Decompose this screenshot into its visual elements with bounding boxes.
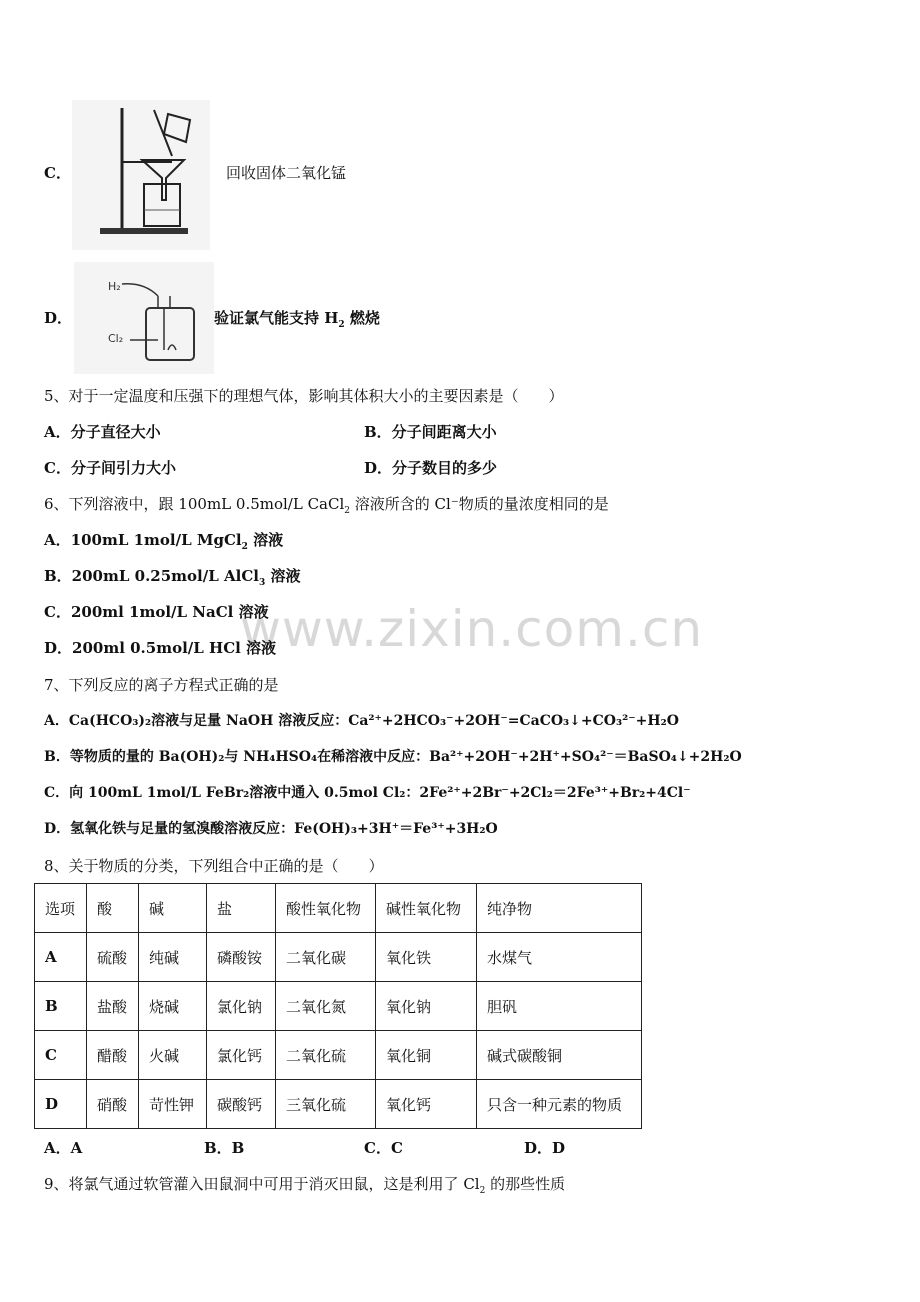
q7-option-c: C．向 100mL 1mol/L FeBr₂溶液中通入 0.5mol Cl₂：2Fe²⁺+2Br⁻+2Cl₂＝2Fe³⁺+Br₂+4Cl⁻ <box>44 785 691 801</box>
q8-stem: 8、关于物质的分类，下列组合中正确的是（ ） <box>44 857 384 875</box>
cl2-label: Cl₂ <box>108 332 124 345</box>
filtration-apparatus-figure <box>72 100 210 250</box>
table-cell: B <box>35 982 87 1031</box>
table-cell: 氧化钠 <box>376 982 477 1031</box>
q7-option-a: A．Ca(HCO₃)₂溶液与足量 NaOH 溶液反应：Ca²⁺+2HCO₃⁻+2OH⁻=CaCO₃↓+CO₃²⁻+H₂O <box>44 713 679 729</box>
q5-stem: 5、对于一定温度和压强下的理想气体，影响其体积大小的主要因素是（ ） <box>44 387 564 405</box>
table-cell: 硫酸 <box>87 933 139 982</box>
header-cell: 盐 <box>207 884 276 933</box>
q6-stem: 6、下列溶液中，跟 100mL 0.5mol/L CaCl$_2$ 溶液所含的 Cl⁻物质的量浓度相同的是 <box>44 495 609 516</box>
q6-option-a: A．100mL 1mol/L MgCl$_2$ 溶液 <box>44 531 284 552</box>
table-header-row <box>35 884 642 933</box>
header-cell: 选项 <box>35 884 87 933</box>
table-row <box>35 1031 642 1080</box>
q6-option-d: D．200ml 0.5mol/L HCl 溶液 <box>44 639 277 657</box>
table-cell: 氧化铜 <box>376 1031 477 1080</box>
header-cell: 纯净物 <box>477 884 642 933</box>
option-c-text: 回收固体二氧化锰 <box>226 164 347 182</box>
table-cell: 碱式碳酸铜 <box>477 1031 642 1080</box>
option-d-letter: D． <box>44 309 73 327</box>
q5-option-b: B．分子间距离大小 <box>364 423 497 441</box>
table-row <box>35 982 642 1031</box>
header-cell: 碱 <box>139 884 207 933</box>
q6-option-c: C．200ml 1mol/L NaCl 溶液 <box>44 603 269 621</box>
q5-option-a: A．分子直径大小 <box>44 423 161 441</box>
h2-chlorine-burning-figure <box>74 262 214 374</box>
watermark: www.zixin.com.cn <box>240 600 704 658</box>
q8-option-b: B．B <box>204 1139 245 1157</box>
table-cell: D <box>35 1080 87 1129</box>
table-cell: 火碱 <box>139 1031 207 1080</box>
table-cell: 醋酸 <box>87 1031 139 1080</box>
q8-option-d: D．D <box>524 1139 566 1157</box>
table-cell: 苛性钾 <box>139 1080 207 1129</box>
q8-option-c: C．C <box>364 1139 403 1157</box>
table-cell: 水煤气 <box>477 933 642 982</box>
q7-option-d: D．氢氧化铁与足量的氢溴酸溶液反应：Fe(OH)₃+3H⁺＝Fe³⁺+3H₂O <box>44 821 498 837</box>
table-cell: 盐酸 <box>87 982 139 1031</box>
q7-option-b: B．等物质的量的 Ba(OH)₂与 NH₄HSO₄在稀溶液中反应：Ba²⁺+2OH⁻+2H⁺+SO₄²⁻＝BaSO₄↓+2H₂O <box>44 749 742 765</box>
table-cell: 只含一种元素的物质 <box>477 1080 642 1129</box>
table-cell: 氧化铁 <box>376 933 477 982</box>
option-c-letter: C． <box>44 164 71 182</box>
table-cell: 三氧化硫 <box>276 1080 376 1129</box>
header-cell: 酸性氧化物 <box>276 884 376 933</box>
q5-option-c: C．分子间引力大小 <box>44 459 176 477</box>
table-cell: 硝酸 <box>87 1080 139 1129</box>
classification-table <box>34 883 642 1129</box>
header-cell: 酸 <box>87 884 139 933</box>
table-cell: 磷酸铵 <box>207 933 276 982</box>
table-cell: 二氧化氮 <box>276 982 376 1031</box>
table-cell: 氧化钙 <box>376 1080 477 1129</box>
option-d-text: 验证氯气能支持 $H_2$ 燃烧 <box>214 309 380 330</box>
table-cell: 二氧化碳 <box>276 933 376 982</box>
q9-stem: 9、将氯气通过软管灌入田鼠洞中可用于消灭田鼠，这是利用了 $Cl_2$ 的那些性质 <box>44 1175 566 1196</box>
q6-option-b: B．200mL 0.25mol/L AlCl$_3$ 溶液 <box>44 567 301 588</box>
q8-option-a: A．A <box>44 1139 83 1157</box>
table-cell: 氯化钙 <box>207 1031 276 1080</box>
q7-stem: 7、下列反应的离子方程式正确的是 <box>44 676 279 694</box>
table-row <box>35 933 642 982</box>
table-cell: C <box>35 1031 87 1080</box>
h2-label: H₂ <box>108 280 121 293</box>
table-cell: 纯碱 <box>139 933 207 982</box>
table-row <box>35 1080 642 1129</box>
header-cell: 碱性氧化物 <box>376 884 477 933</box>
table-cell: 碳酸钙 <box>207 1080 276 1129</box>
table-cell: 二氧化硫 <box>276 1031 376 1080</box>
table-cell: 烧碱 <box>139 982 207 1031</box>
table-cell: 氯化钠 <box>207 982 276 1031</box>
table-cell: 胆矾 <box>477 982 642 1031</box>
table-cell: A <box>35 933 87 982</box>
q5-option-d: D．分子数目的多少 <box>364 459 498 477</box>
